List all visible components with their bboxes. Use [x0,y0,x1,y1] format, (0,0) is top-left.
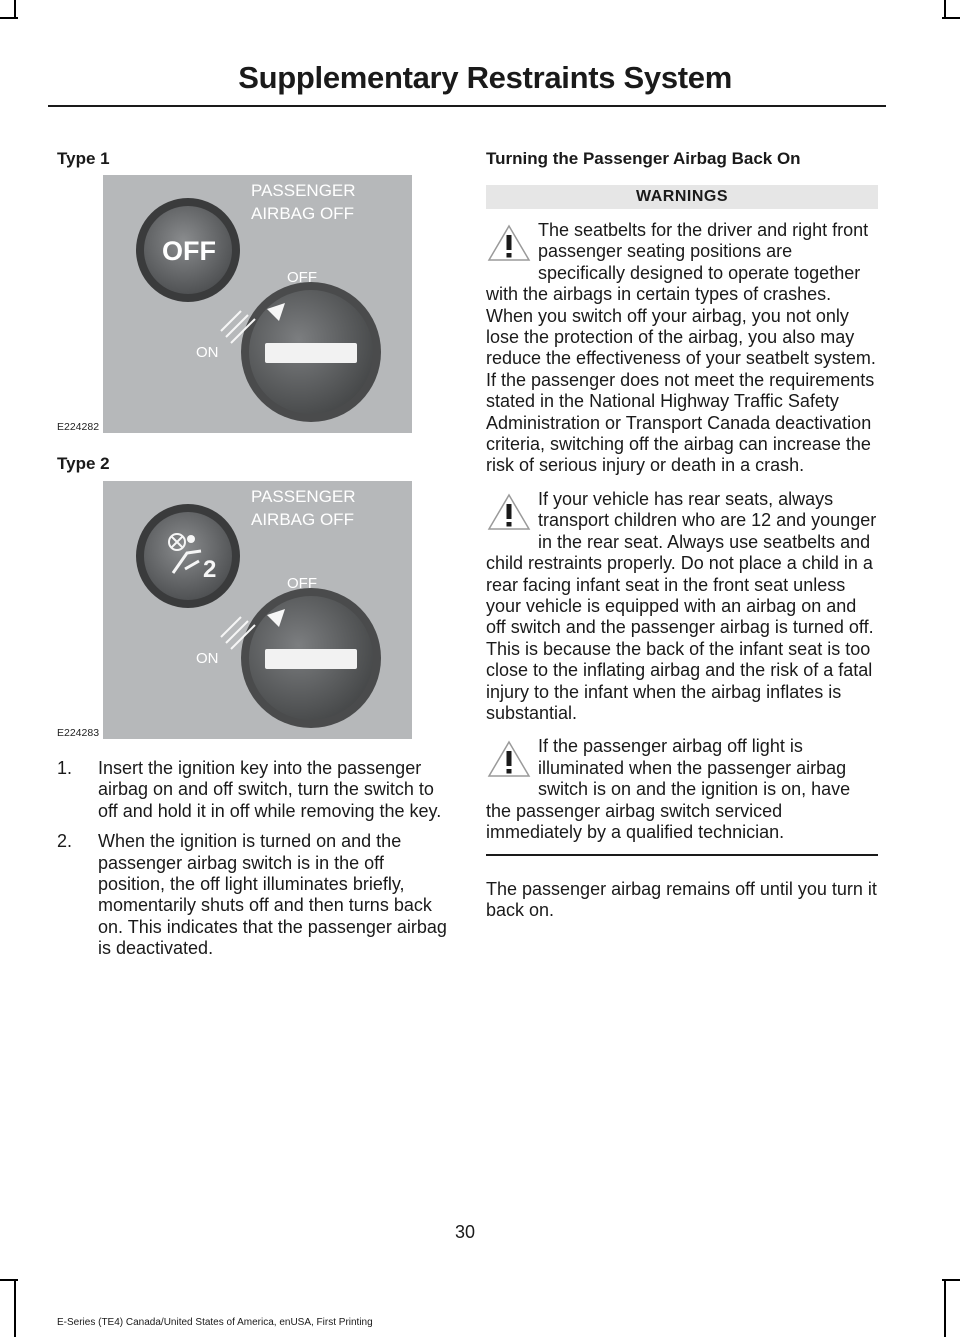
type1-heading: Type 1 [57,149,110,168]
section-heading: Turning the Passenger Airbag Back On [486,149,801,168]
steps-list [57,758,447,969]
type1-figure-panel [103,175,412,433]
key-slot [265,343,357,363]
panel-label-line2: AIRBAG OFF [251,510,354,529]
off-position-label: OFF [287,269,317,286]
panel-label-line1: PASSENGER [251,181,356,200]
off-position-label: OFF [287,575,317,592]
crop-mark [14,0,16,18]
warning-item [486,736,878,843]
on-position-label: ON [196,650,219,667]
key-slot [265,649,357,669]
crop-mark [942,17,960,19]
list-text: Insert the ignition key into the passenger airbag on and off switch, turn the switch to off and hold it in off while removing the key. [98,758,442,821]
warning-triangle-icon [484,489,534,535]
on-position-label: ON [196,344,219,361]
page-number: 30 [454,1222,476,1242]
list-text: When the ignition is turned on and the passenger airbag switch is in the off position, the off light illuminates briefly, momentarily shuts off and then turns back on. This indicates that the passenger airbag is deactivated. [98,831,447,959]
warning-triangle-icon [484,736,534,782]
warning-text: If your vehicle has rear seats, always transport children who are 12 and younger in the rear seat. Always use seatbelts and child restraints properly. Do not place a child in a rear facing infant seat in the front seat unless your vehicle is equipped with an airbag on and off switch and the passenger airbag is turned off. This is because the back of the infant seat is too close to the inflating airbag and the risk of a fatal injury to the infant when the airbag inflates is substantial. [486,488,877,723]
panel-label-line2: AIRBAG OFF [251,204,354,223]
crop-mark [944,1279,946,1337]
list-number: 2. [57,831,73,852]
warning-text: The seatbelts for the driver and right front passenger seating positions are specifically designed to operate together with the airbags in certain types of crashes. When you switch off your airbag, you not only lose the protection of the airbag, you also may reduce the effectiveness of your seatbelt system. If the passenger does not meet the requirements stated in the National Highway Traffic Safety Administration or Transport Canada deactivation criteria, switching off the airbag can increase the risk of serious injury or death in a crash. [486,220,876,476]
type2-heading: Type 2 [57,454,110,473]
closing-paragraph: The passenger airbag remains off until you turn it back on. [486,878,877,921]
list-number: 1. [57,758,73,778]
warning-item [486,489,878,724]
type2-figure [57,481,412,739]
list-item [57,831,447,959]
warnings-end-rule [486,854,878,856]
figure-code: E224283 [57,727,100,739]
crop-mark [0,1279,18,1281]
crop-mark [0,17,18,19]
type1-figure [57,175,412,433]
svg-text:2: 2 [203,556,217,583]
warning-item [486,220,878,477]
warning-triangle-icon [484,220,534,266]
figure-code: E224282 [57,421,100,433]
type2-figure-panel [103,481,412,739]
warning-text: If the passenger airbag off light is illuminated when the passenger airbag switch is on and the ignition is on, have the passenger airbag switch serviced immediately by a qualified technician. [486,736,851,842]
warnings-title: WARNINGS [486,185,878,209]
lamp-off-text: OFF [162,236,216,266]
warnings-block [486,185,878,922]
crop-mark [14,1279,16,1337]
list-item [57,758,447,822]
crop-mark [942,1279,960,1281]
page-title: Supplementary Restraints System [238,60,732,95]
edition-footer: E-Series (TE4) Canada/United States of America, enUSA, First Printing [57,1317,373,1328]
header-rule [48,105,886,107]
indicator-lamp [144,512,232,600]
crop-mark [944,0,946,18]
panel-label-line1: PASSENGER [251,487,356,506]
